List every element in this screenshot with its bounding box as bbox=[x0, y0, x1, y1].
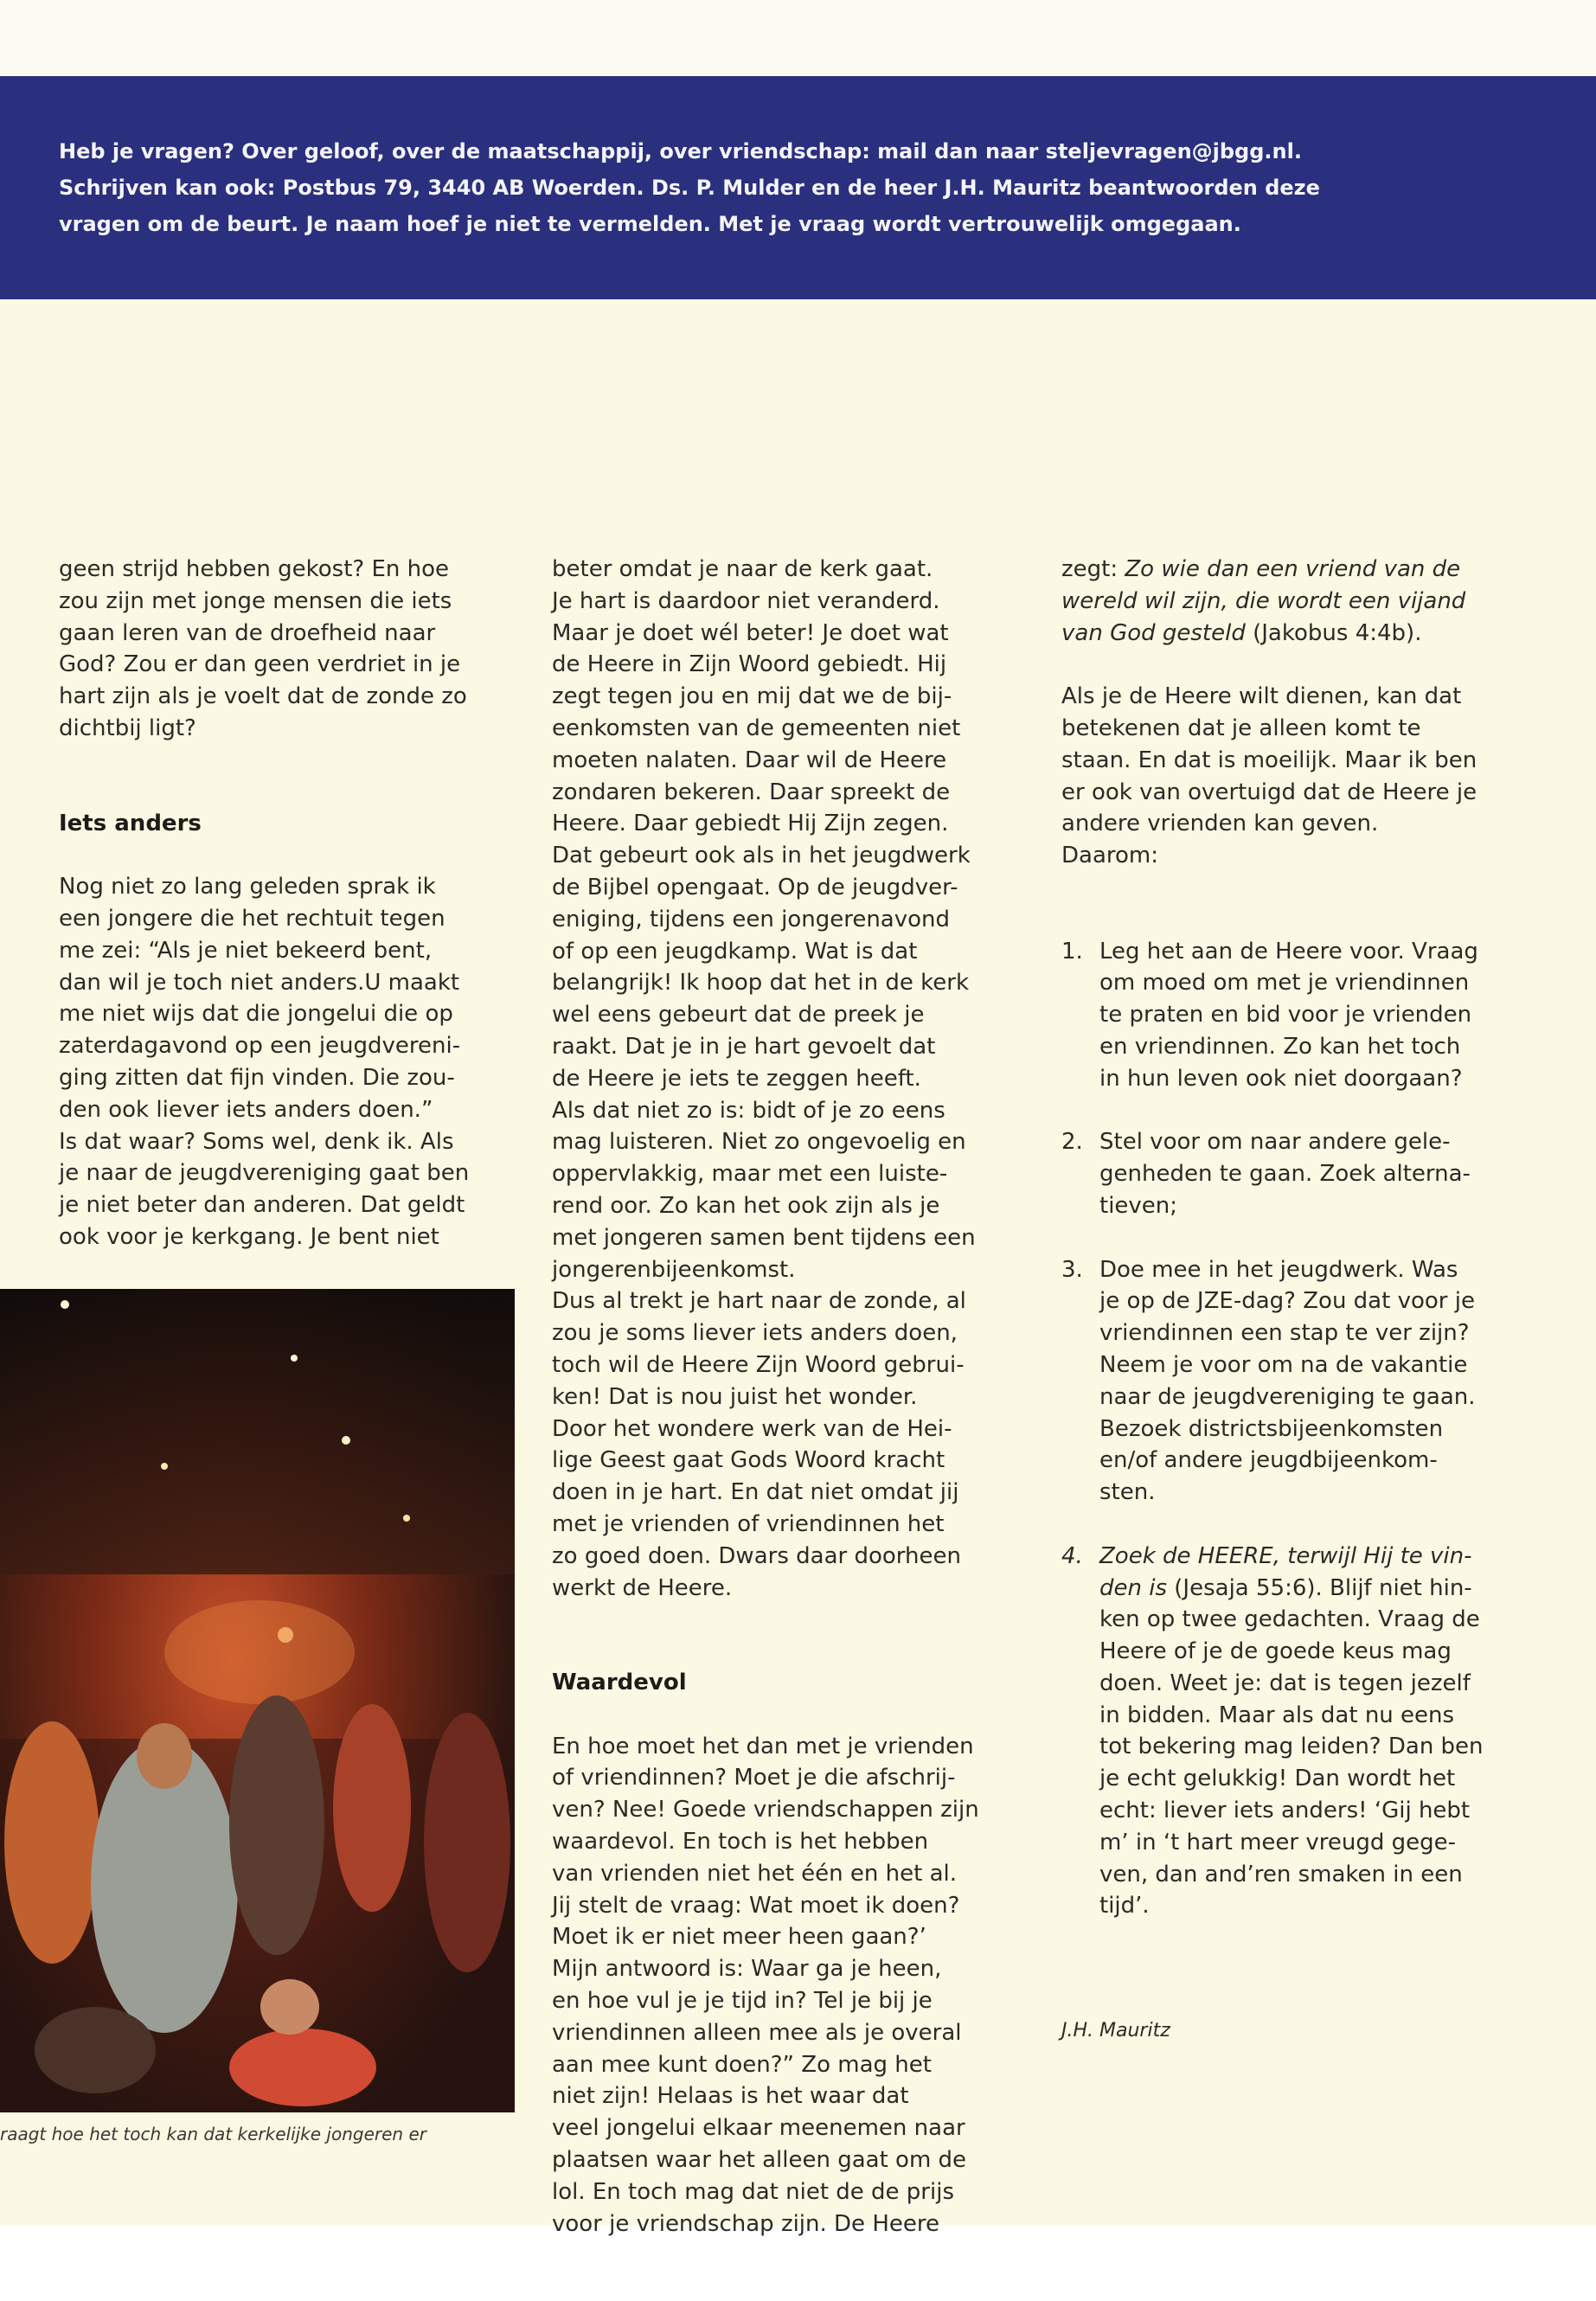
party-photo bbox=[0, 1289, 515, 2112]
list-item-text: Doe mee in het jeugdwerk. Was je op de JZE-dag? Zou dat voor je vriendinnen een stap te ver zijn? Neem je voor om na de vakantie naar de jeugdvereniging te gaan. Bezoek districtsbijeenkomsten en/of andere jeugdbijeenkom- sten. bbox=[1099, 1256, 1476, 1506]
paragraph: Nog niet zo lang geleden sprak ik een jongere die het rechtuit tegen me zei: “Als je niet bekeerd bent, dan wil je toch niet anders.U maakt me niet wijs dat die jongelui die op zaterdagavond op een jeugdvereni- ging zitten dat fijn vinden. Die zou- den ook liever iets anders doen.” Is dat waar? Soms wel, denk ik. Als je naar de jeugdvereniging gaat ben je niet beter dan anderen. Dat geldt ook voor je kerkgang. Je bent niet bbox=[59, 874, 470, 1250]
section-heading-waardevol: Waardevol bbox=[552, 1670, 687, 1696]
article-column-2 bbox=[552, 554, 1036, 2240]
bible-reference: (Jakobus 4:4b). bbox=[1245, 619, 1422, 646]
bible-quote-paragraph bbox=[1061, 554, 1563, 649]
intro-text bbox=[59, 133, 1495, 242]
paragraph: En hoe moet het dan met je vrienden of vriendinnen? Moet je die afschrij- ven? Nee! Goede vriendschappen zijn waardevol. En toch is het hebben van vrienden niet het één en het al. Jij stelt de vraag: Wat moet ik doen? Moet ik er niet meer heen gaan?’ Mijn antwoord is: Waar ga je heen, en hoe vul je je tijd in? Tel je bij je vriendinnen alleen mee als je overal aan mee kunt doen?” Zo mag het niet zijn! Helaas is het waar dat veel jongelui elkaar meenemen naar plaatsen waar het alleen gaat om de lol. En toch mag dat niet de de prijs voor je vriendschap zijn. De Heere bbox=[552, 1733, 979, 2237]
intro-line-3: vragen om de beurt. Je naam hoef je niet te vermelden. Met je vraag wordt vertrouwelijk omgegaan. bbox=[59, 212, 1241, 236]
list-number: 3. bbox=[1061, 1256, 1083, 1283]
advice-list bbox=[1061, 904, 1563, 1954]
section-heading-iets-anders: Iets anders bbox=[59, 810, 202, 836]
list-number: 4. bbox=[1061, 1542, 1083, 1569]
article-column-3 bbox=[1061, 554, 1563, 2048]
list-number: 1. bbox=[1061, 938, 1083, 965]
photo-caption: raagt hoe het toch kan dat kerkelijke jongeren er bbox=[0, 2124, 426, 2144]
list-item-text: Leg het aan de Heere voor. Vraag om moed om met je vriendinnen te praten en bid voor je vrienden en vriendinnen. Zo kan het toch in hun leven ook niet doorgaan? bbox=[1099, 938, 1478, 1092]
article-column-1 bbox=[59, 554, 526, 1253]
photo-illustration bbox=[0, 1289, 515, 2112]
intro-line-1: Heb je vragen? Over geloof, over de maatschappij, over vriendschap: mail dan naar steljevragen@jbgg.nl. bbox=[59, 139, 1302, 163]
paragraph: beter omdat je naar de kerk gaat. Je hart is daardoor niet veranderd. Maar je doet wél beter! Je doet wat de Heere in Zijn Woord gebiedt. Hij zegt tegen jou en mij dat we de bij- eenkomsten van de gemeenten niet moeten nalaten. Daar wil de Heere zondaren bekeren. Daar spreekt de Heere. Daar gebiedt Hij Zijn zegen. Dat gebeurt ook als in het jeugdwerk de Bijbel opengaat. Op de jeugdver- eniging, tijdens een jongerenavond of op een jeugdkamp. Wat is dat belangrijk! Ik hoop dat het in de kerk wel eens gebeurt dat de preek je raakt. Dat je in je hart gevoelt dat de Heere je iets te zeggen heeft. Als dat niet zo is: bidt of je zo eens mag luisteren. Niet zo ongevoelig en oppervlakkig, maar met een luiste- rend oor. Zo kan het ook zijn als je met jongeren samen bent tijdens een jongerenbijeenkomst. Dus al trekt je hart naar de zonde, al zou je soms liever iets anders doen, toch wil de Heere Zijn Woord gebrui- ken! Dat is nou juist het wonder. Door het wondere werk van de Hei- lige Geest gaat Gods Woord kracht doen in je hart. En dat niet omdat jij met je vrienden of vriendinnen het zo goed doen. Dwars daar doorheen werkt de Heere. bbox=[552, 556, 976, 1601]
list-item bbox=[1061, 1541, 1563, 1923]
bible-quote: Zo wie dan een vriend van de wereld wil zijn, die wordt een vijand van God gesteld bbox=[1061, 556, 1466, 646]
intro-line-2: Schrijven kan ook: Postbus 79, 3440 AB Woerden. Ds. P. Mulder en de heer J.H. Mauritz beantwoorden deze bbox=[59, 176, 1320, 200]
paragraph: Als je de Heere wilt dienen, kan dat betekenen dat je alleen komt te staan. En dat is moeilijk. Maar ik ben er ook van overtuigd dat de Heere je andere vrienden kan geven. Daarom: bbox=[1061, 683, 1477, 869]
author-signature: J.H. Mauritz bbox=[1061, 2019, 1170, 2041]
list-item-text: (Jesaja 55:6). Blijf niet hin- ken op twee gedachten. Vraag de Heere of je de goede keus mag doen. Weet je: dat is tegen jezelf in bidden. Maar als dat nu eens tot bekering mag leiden? Dan ben je echt gelukkig! Dan wordt het echt: liever iets anders! ‘Gij hebt m’ in ‘t hart meer vreugd gege- ven, dan and’ren smaken in een tijd’. bbox=[1099, 1574, 1484, 1920]
intro-band bbox=[0, 76, 1596, 299]
paragraph: geen strijd hebben gekost? En hoe zou zijn met jonge mensen die iets gaan leren van de droefheid naar God? Zou er dan geen verdriet in je hart zijn als je voelt dat de zonde zo dichtbij ligt? bbox=[59, 556, 467, 741]
list-number: 2. bbox=[1061, 1129, 1083, 1156]
list-item-text: Stel voor om naar andere gele- genheden te gaan. Zoek alterna- tieven; bbox=[1099, 1129, 1471, 1219]
bible-quote: Zoek de HEERE, terwijl Hij te vin- den is bbox=[1099, 1542, 1472, 1601]
list-item bbox=[1061, 1126, 1563, 1221]
quote-lead: zegt: bbox=[1061, 556, 1125, 582]
list-item bbox=[1061, 1254, 1563, 1509]
list-item bbox=[1061, 936, 1563, 1095]
